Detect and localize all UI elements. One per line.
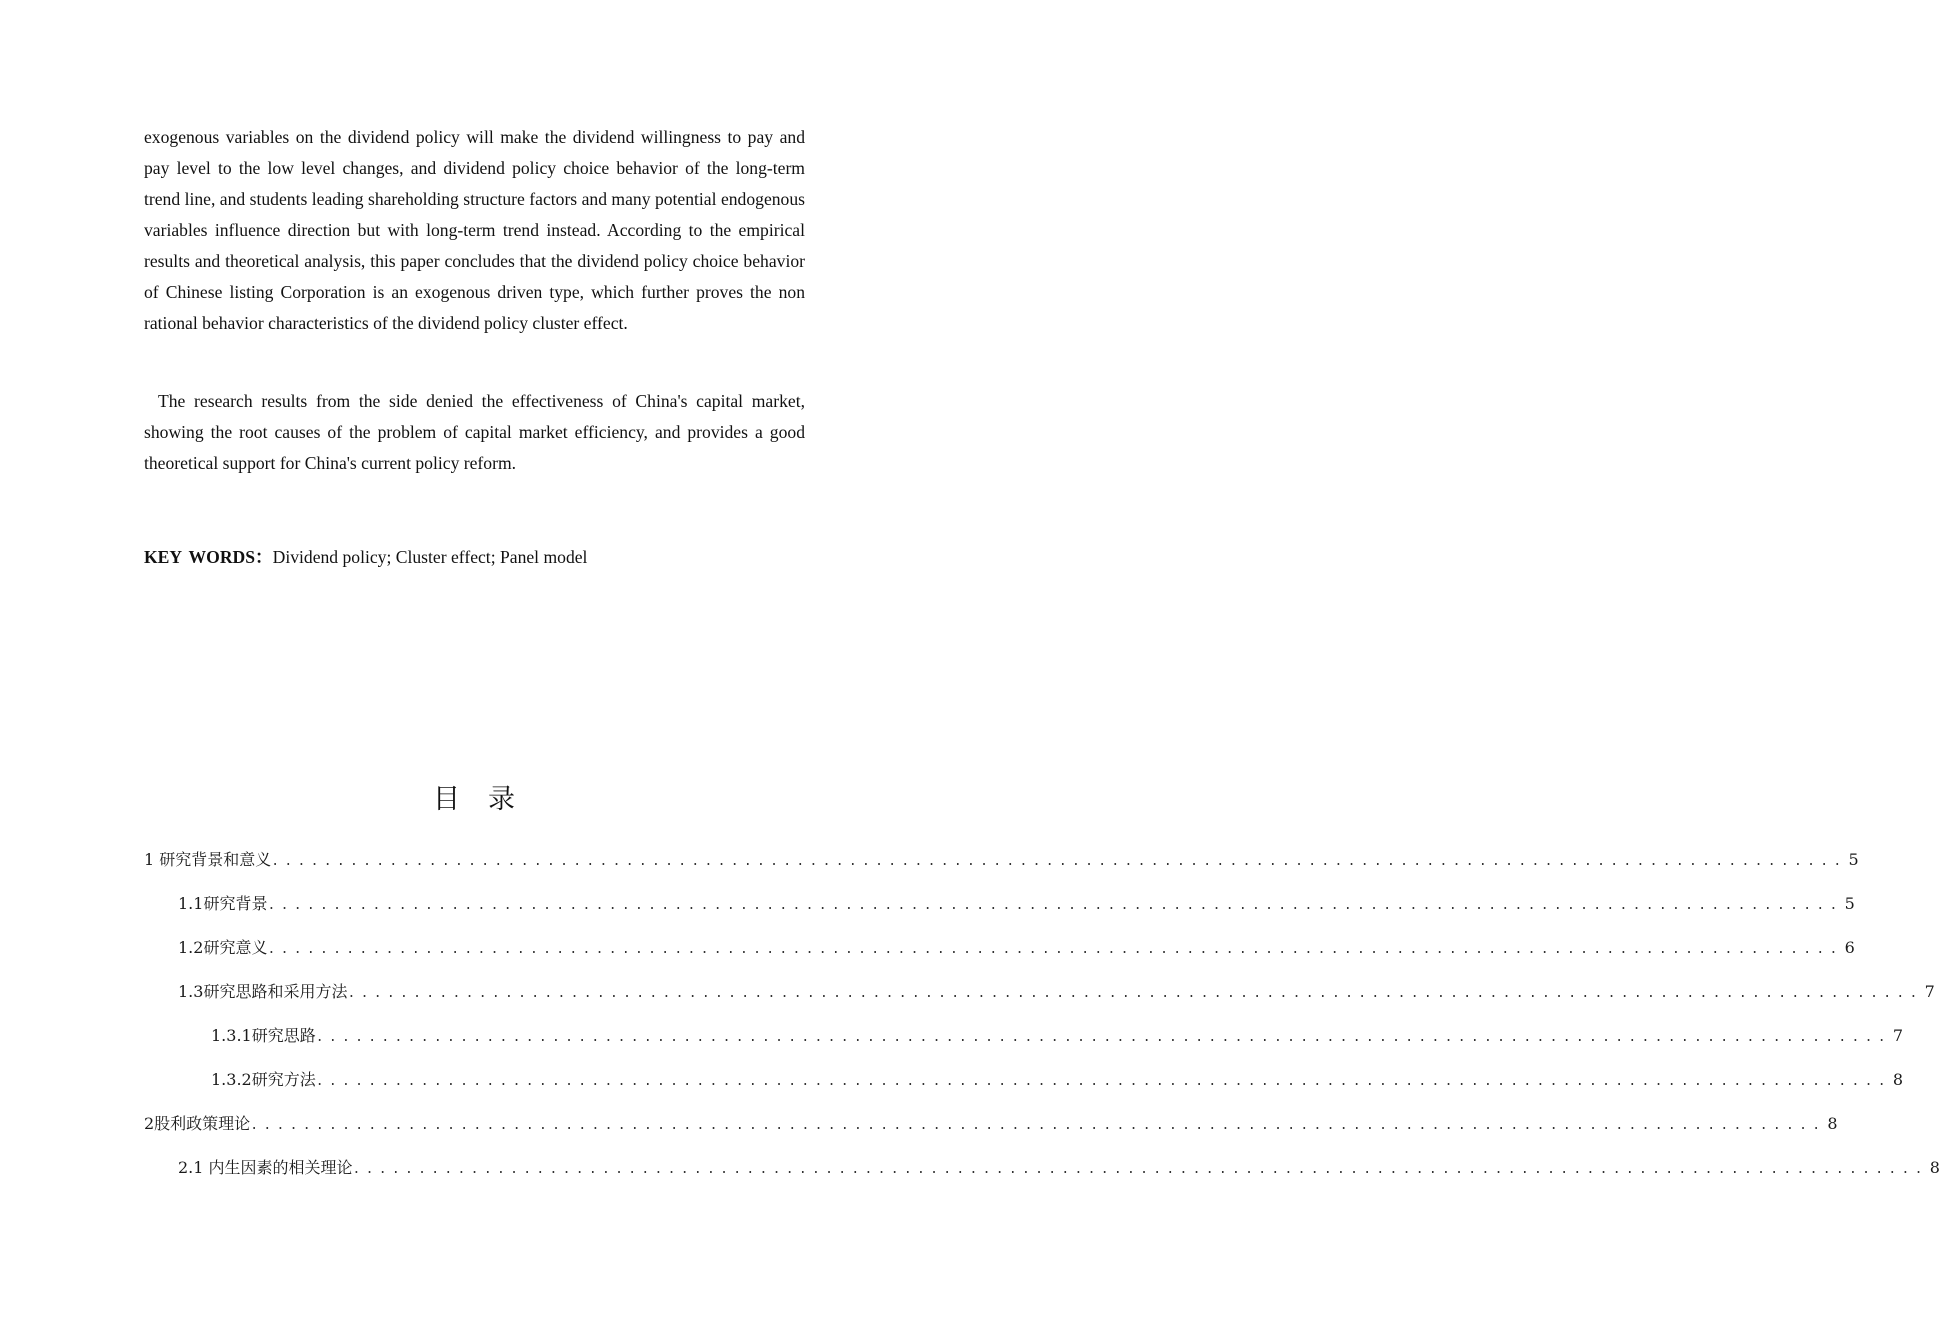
toc-entry-text: 2.1 内生因素的相关理论 xyxy=(178,1158,353,1177)
toc-entry-page: 6 xyxy=(1844,938,1855,957)
toc-title xyxy=(0,780,950,820)
toc-leader-dots: ........................................................................................................................ xyxy=(250,1118,1826,1133)
toc-entry[interactable] xyxy=(178,934,1855,962)
toc-entry[interactable] xyxy=(178,978,1935,1006)
toc-leader-dots: ........................................................................................................................ xyxy=(347,986,1923,1001)
toc-entry-text: 1.3.1研究思路 xyxy=(211,1026,316,1045)
toc-entry-text: 1.1研究背景 xyxy=(178,894,268,913)
toc-title-char-1: 目 xyxy=(433,784,462,815)
toc-entry[interactable] xyxy=(144,846,1859,874)
toc-entry[interactable] xyxy=(178,1154,1940,1182)
toc-entry-text: 1 研究背景和意义 xyxy=(144,850,272,869)
toc-entry[interactable] xyxy=(144,1110,1838,1138)
toc-entry-page: 8 xyxy=(1892,1070,1904,1089)
toc-entry-text: 1.3.2研究方法 xyxy=(211,1070,316,1089)
keywords-line xyxy=(144,542,587,573)
toc-title-char-2: 录 xyxy=(488,784,517,815)
toc-entry-text: 1.2研究意义 xyxy=(178,938,268,957)
toc-entry-page: 7 xyxy=(1924,982,1935,1001)
toc-leader-dots: ........................................................................................................................ xyxy=(267,942,1843,957)
toc-entry-text: 1.3研究思路和采用方法 xyxy=(178,982,348,1001)
toc-entry-page: 5 xyxy=(1848,850,1859,869)
abstract-paragraph-1: exogenous variables on the dividend policy will make the dividend willingness to pay and pay level to the low level changes, and dividend policy choice behavior of the long-term trend line, and students leading shareholding structure factors and many potential endogenous variables influence direction but with long-term trend instead. According to the empirical results and theoretical analysis, this paper concludes that the dividend policy choice behavior of Chinese listing Corporation is an exogenous driven type, which further proves the non rational behavior characteristics of the dividend policy cluster effect. xyxy=(144,127,805,333)
toc-entry-page: 5 xyxy=(1844,894,1855,913)
toc-leader-dots: ........................................................................................................................ xyxy=(271,854,1847,869)
toc-leader-dots: ........................................................................................................................ xyxy=(352,1162,1928,1177)
toc-leader-dots: ........................................................................................................................ xyxy=(267,898,1843,913)
toc-leader-dots: ........................................................................................................................ xyxy=(315,1030,1891,1045)
abstract-paragraph-2: The research results from the side denied the effectiveness of China's capital market, showing the root causes of the problem of capital market efficiency, and provides a good theoretical support for China's current policy reform. xyxy=(144,391,805,473)
toc-entry-text: 2股利政策理论 xyxy=(144,1114,251,1133)
toc-entry[interactable] xyxy=(178,890,1855,918)
toc-entry-page: 7 xyxy=(1892,1026,1904,1045)
toc-entry-page: 8 xyxy=(1827,1114,1838,1133)
toc-entry[interactable] xyxy=(211,1022,1904,1050)
toc-entry-page: 8 xyxy=(1929,1158,1940,1177)
toc-leader-dots: ........................................................................................................................ xyxy=(315,1074,1891,1089)
keywords-label: KEY WORDS： xyxy=(144,547,273,567)
keywords-value: Dividend policy; Cluster effect; Panel model xyxy=(272,547,588,567)
toc-entry[interactable] xyxy=(211,1066,1904,1094)
